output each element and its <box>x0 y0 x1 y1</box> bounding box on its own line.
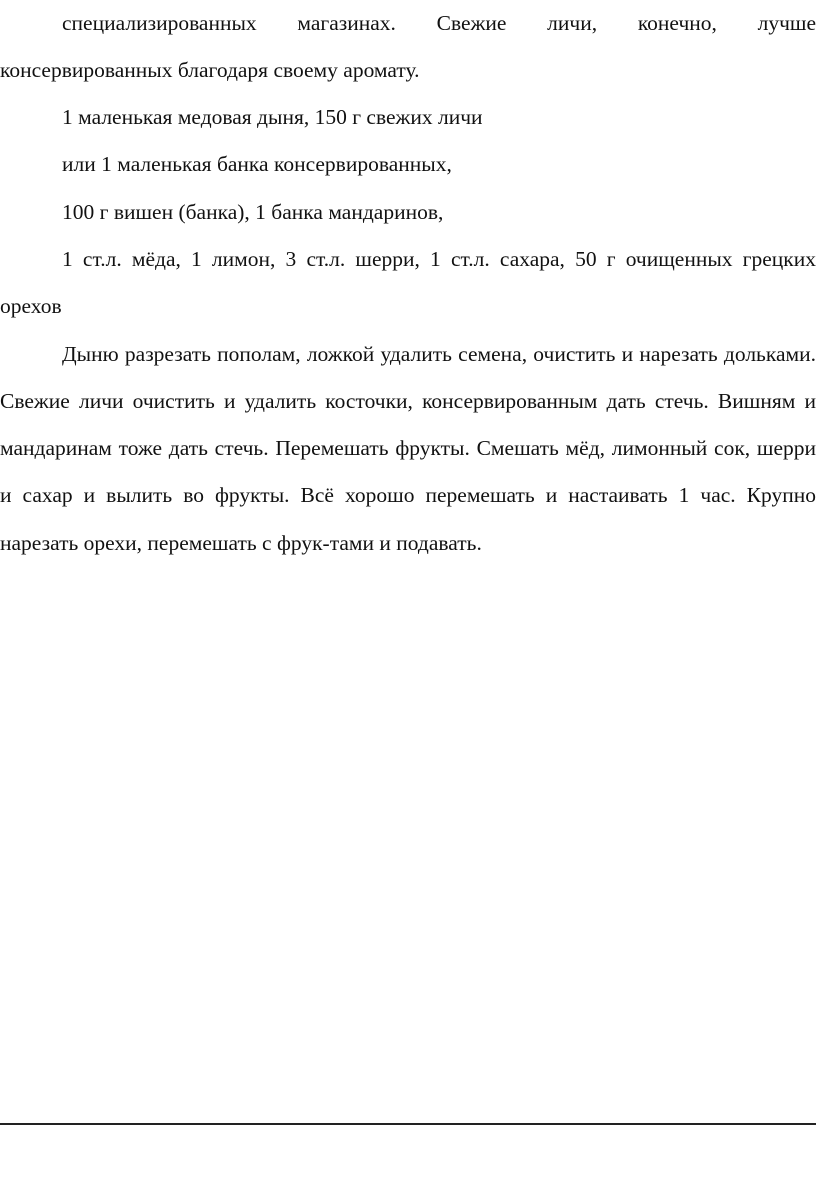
footer-divider <box>0 1123 816 1125</box>
intro-paragraph-continuation: специализированных магазинах. Свежие личи, конечно, лучше консервированных благодаря своему аромату. <box>0 10 816 82</box>
ingredient-line-1: 1 маленькая медовая дыня, 150 г свежих личи <box>62 105 483 130</box>
recipe-text <box>0 0 816 567</box>
ingredient-line-4: 1 ст.л. мёда, 1 лимон, 3 ст.л. шерри, 1 ст.л. сахара, 50 г очищенных грецких орехов <box>0 246 816 319</box>
ingredient-line-2: или 1 маленькая банка консервированных, <box>62 152 452 177</box>
ingredient-line-3: 100 г вишен (банка), 1 банка мандаринов, <box>62 199 444 224</box>
instructions-paragraph: Дыню разрезать пополам, ложкой удалить семена, очистить и нарезать дольками. Свежие личи очистить и удалить косточки, консервированным дать стечь. Вишням и мандаринам тоже дать стечь. Перемешать фрукты. Смешать мёд, лимонный сок, шерри и сахар и вылить во фрукты. Всё хорошо перемешать и настаивать 1 час. Крупно нарезать орехи, перемешать с фрук-тами и подавать. <box>0 341 816 555</box>
